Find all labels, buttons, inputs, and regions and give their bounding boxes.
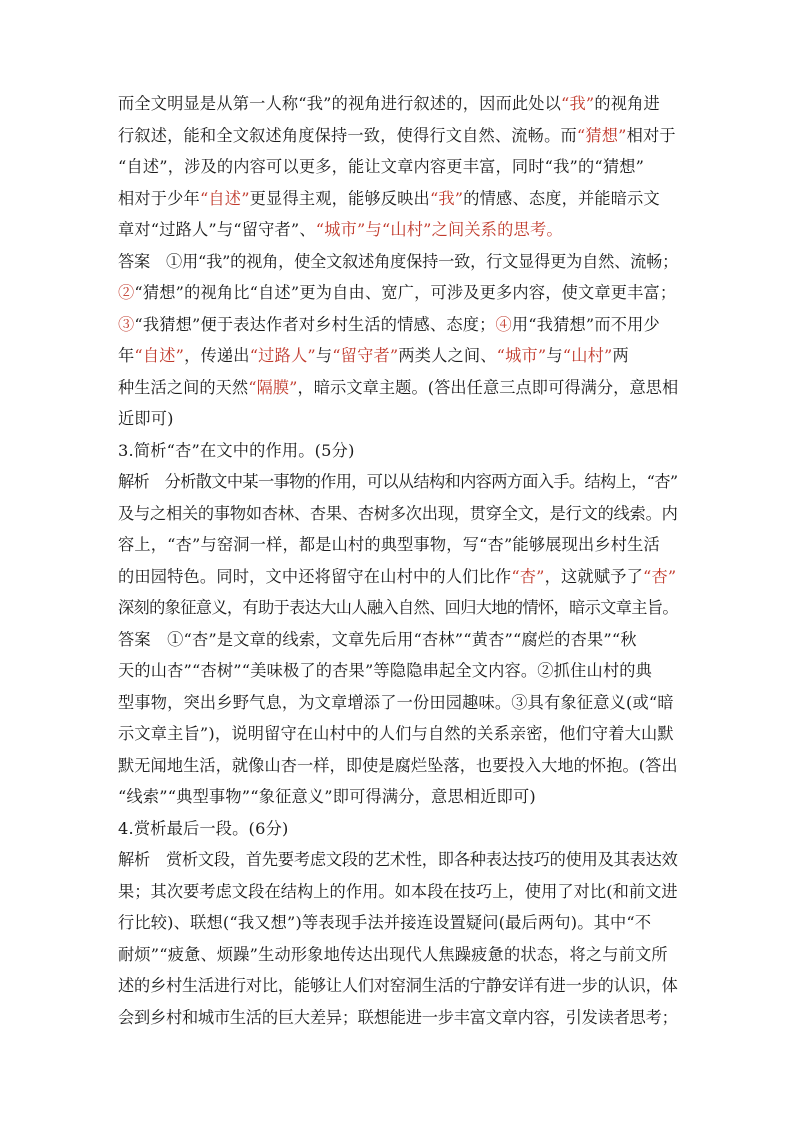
text-segment: 年 [118, 346, 135, 365]
highlighted-text: “自述” [199, 188, 250, 208]
text-line [118, 624, 678, 656]
text-segment: 会到乡村和城市生活的巨大差异；联想能进一步丰富文章内容，引发读者思考； [118, 1007, 678, 1027]
text-line [118, 718, 678, 750]
text-line [118, 529, 678, 561]
text-segment: 述的乡村生活进行对比，能够让人们对窑洞生活的宁静安详有进一步的认识，体 [118, 976, 678, 995]
highlighted-text: “杏” [642, 566, 677, 586]
text-segment: 默无闻地生活，就像山杏一样，即使是腐烂坠落，也要投入大地的怀抱。(答出 [118, 755, 678, 775]
text-segment: 与 [315, 346, 333, 365]
highlighted-text: “我” [429, 188, 464, 208]
text-segment: 行叙述，能和全文叙述角度保持一致，使得行文自然、流畅。而 [118, 125, 577, 145]
text-line [118, 183, 678, 215]
text-segment: 种生活之间的天然 [118, 377, 249, 397]
text-line [118, 435, 678, 467]
text-line [118, 214, 678, 246]
text-segment: 相对于 [626, 125, 676, 145]
text-segment: 行比较)、联想(“我又想”)等表现手法并接连设置疑问(最后两句)。其中“不 [118, 913, 652, 932]
text-line [118, 246, 678, 278]
text-segment: 章对“过路人”与“留守者”、 [118, 220, 316, 239]
text-segment: 与 [546, 346, 563, 365]
text-line [118, 372, 678, 404]
text-segment: 答案 ①用“我”的视角，使全文叙述角度保持一致，行文显得更为自然、流畅； [118, 251, 679, 271]
text-segment: “自述”，涉及的内容可以更多，能让文章内容更丰富，同时“我”的“猜想” [118, 157, 645, 176]
text-segment: 4.赏析最后一段。(6分) [118, 818, 289, 838]
text-line [118, 1002, 678, 1034]
highlighted-text: “山村” [562, 346, 613, 365]
highlighted-text: “隔膜” [248, 377, 298, 397]
text-line [118, 403, 678, 435]
text-segment: ，暗示文章主题。(答出任意三点即可得满分，意思相 [297, 377, 679, 397]
text-segment: 及与之相关的事物如杏林、杏果、杏树多次出现，贯穿全文，是行文的线索。内 [118, 503, 678, 523]
text-segment: 的田园特色。同时，文中还将留守在山村中的人们比作 [118, 566, 512, 586]
text-segment: 型事物，突出乡野气息，为文章增添了一份田园趣味。③具有象征意义(或“暗 [118, 692, 674, 712]
text-line [118, 781, 678, 813]
highlighted-text: “我” [561, 94, 595, 113]
text-line [118, 151, 678, 183]
highlighted-text: “杏” [511, 566, 545, 586]
text-line [118, 655, 678, 687]
text-segment: 3.简析“杏”在文中的作用。(5分) [118, 440, 355, 460]
text-line [118, 466, 678, 498]
highlighted-text: ② [118, 283, 135, 302]
text-segment: 果；其次要考虑文段在结构上的作用。如本段在技巧上，使用了对比(和前文进 [118, 881, 678, 901]
text-segment: “猜想”的视角比“自述”更为自由、宽广，可涉及更多内容，使文章更丰富； [134, 283, 677, 302]
highlighted-text: ④ [495, 314, 512, 334]
text-line [118, 813, 678, 845]
document-page [118, 88, 678, 1033]
text-line [118, 844, 678, 876]
text-line [118, 876, 678, 908]
text-line [118, 561, 678, 593]
text-segment: “我猜想”便于表达作者对乡村生活的情感、态度； [134, 314, 496, 334]
highlighted-text: ③ [118, 314, 135, 334]
text-line [118, 592, 678, 624]
highlighted-text: “自述” [134, 346, 185, 365]
text-segment: 而全文明显是从第一人称“我”的视角进行叙述的，因而此处以 [118, 94, 562, 113]
text-segment: 解析 赏析文段，首先要考虑文段的艺术性，即各种表达技巧的使用及其表达效 [118, 850, 678, 869]
text-line [118, 120, 678, 152]
text-segment: 答案 ①“杏”是文章的线索，文章先后用“杏林”“黄杏”“腐烂的杏果”“秋 [118, 629, 637, 649]
text-segment: ，传递出 [184, 346, 250, 365]
text-line [118, 687, 678, 719]
text-line [118, 88, 678, 120]
highlighted-text: “猜想” [576, 125, 627, 145]
highlighted-text: “留守者” [332, 346, 399, 365]
text-line [118, 907, 678, 939]
text-segment: 耐烦”“疲惫、烦躁”生动形象地传达出现代人焦躁疲惫的状态，将之与前文所 [118, 944, 668, 964]
text-segment: 的情感、态度，并能暗示文 [463, 188, 660, 208]
text-segment: 示文章主旨”)，说明留守在山村中的人们与自然的关系亲密，他们守着大山默 [118, 724, 674, 743]
text-segment: 容上，“杏”与窑洞一样，都是山村的典型事物，写“杏”能够展现出乡村生活 [118, 535, 660, 554]
text-segment: ，这就赋予了 [544, 566, 643, 586]
text-line [118, 750, 678, 782]
text-line [118, 970, 678, 1002]
text-line [118, 340, 678, 372]
text-segment: 用“我猜想”而不用少 [511, 314, 660, 334]
text-segment: 两类人之间、 [398, 346, 497, 365]
text-segment: “线索”“典型事物”“象征意义”即可得满分，意思相近即可) [118, 787, 536, 806]
text-segment: 深刻的象征意义，有助于表达大山人融入自然、回归大地的情怀，暗示文章主旨。 [118, 598, 678, 617]
text-segment: 的视角进 [594, 94, 660, 113]
text-segment: 天的山杏”“杏树”“美味极了的杏果”等隐隐串起全文内容。②抓住山村的典 [118, 661, 653, 680]
text-line [118, 277, 678, 309]
text-line [118, 309, 678, 341]
text-line [118, 939, 678, 971]
highlighted-text: “城市” [496, 346, 547, 365]
text-segment: 解析 分析散文中某一事物的作用，可以从结构和内容两方面入手。结构上，“杏” [118, 472, 678, 491]
text-line [118, 498, 678, 530]
text-segment: 两 [612, 346, 629, 365]
text-segment: 相对于少年 [118, 188, 200, 208]
text-segment: 近即可) [118, 409, 174, 428]
highlighted-text: “过路人” [249, 346, 316, 365]
highlighted-text: “城市”与“山村”之间关系的思考。 [315, 220, 563, 239]
text-segment: 更显得主观，能够反映出 [249, 188, 430, 208]
